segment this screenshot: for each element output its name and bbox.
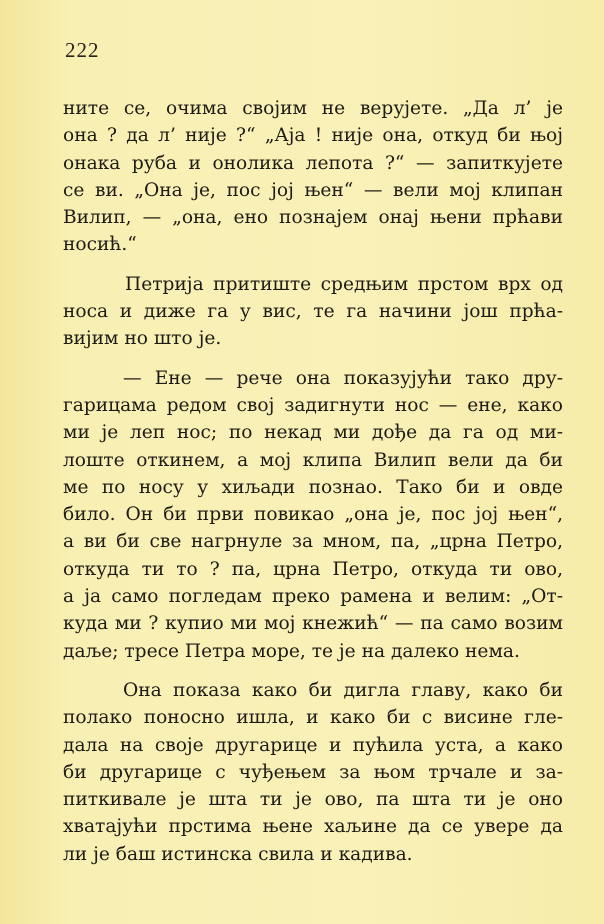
text-line: — Ене — рече она показујући тако дру- — [123, 367, 563, 389]
text-line: Петрија притиште средњим прстом врх од — [125, 273, 563, 295]
text-line: гарицама редом свој задигнути нос — ене, како — [63, 394, 563, 416]
text-line: вијим но што је. — [63, 328, 222, 350]
text-line: ните се, очима својим не верујете. „Да л’ је — [63, 98, 563, 119]
text-line: а ви би све нагрнуле за мном, па, „црна Петро, — [63, 531, 563, 553]
text-line: би другарице с чуђењем за њом трчале и за- — [63, 761, 563, 783]
text-line: ми је леп нос; по некад ми дође да га од ми- — [63, 422, 563, 444]
text-line: онака руба и онолика лепота ?“ — запиткујете — [63, 152, 563, 174]
paragraph-4 — [63, 677, 563, 868]
text-line: куда ми ? купио ми мој кнежић“ — па само возим — [63, 613, 563, 635]
text-line: она ? да л’ није ?“ „Аја ! није она, откуд би њој — [63, 125, 563, 147]
text-line: Вилип, — „она, ено познајем онај њени прћави — [63, 207, 563, 229]
text-line: Она показа како би дигла главу, како би — [123, 679, 563, 701]
text-line: даље; тресе Петра море, те је на далеко нема. — [63, 640, 520, 662]
text-line: а ја само погледам преко рамена и велим: „От- — [63, 586, 563, 608]
text-line: се ви. „Она је, пос јој њен“ — вели мој клипан — [63, 179, 563, 201]
paragraph-3 — [63, 365, 563, 665]
text-block — [63, 95, 563, 880]
text-line: хватајући прстима њене хаљине да се увере да — [63, 816, 563, 838]
paragraph-2 — [63, 271, 563, 353]
page-number: 222 — [65, 38, 100, 62]
text-line: ли је баш истинска свила и кадива. — [63, 843, 413, 865]
text-line: ме по носу у хиљади познао. Тако би и овде — [63, 476, 563, 498]
text-line: откуда ти то ? па, црна Петро, откуда ти ово, — [63, 558, 563, 580]
text-line: носић.“ — [63, 234, 137, 256]
text-line: било. Он би први повикао „она је, пос јој њен“, — [63, 504, 563, 526]
text-line: носа и диже га у вис, те га начини још прћа- — [63, 301, 563, 323]
text-line: дала на своје другарице и пућила уста, а како — [63, 734, 563, 756]
text-line: питкивале је шта ти је ово, па шта ти је оно — [63, 789, 563, 811]
text-line: полако поносно ишла, и како би с висине гле- — [63, 707, 563, 729]
paragraph-1 — [63, 95, 563, 259]
text-line: лоште откинем, а мој клипа Вилип вели да би — [63, 449, 563, 471]
